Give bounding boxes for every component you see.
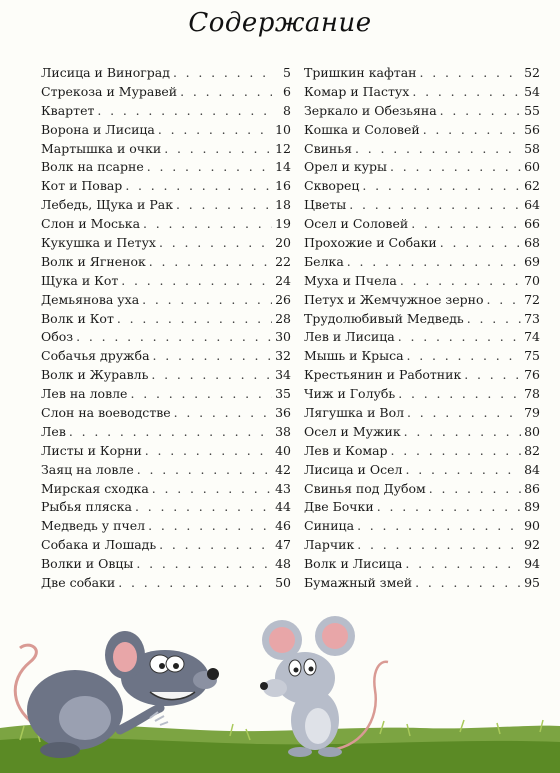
toc-entry xyxy=(41,64,291,83)
toc-leader-dots xyxy=(440,234,521,253)
toc-entry xyxy=(41,555,291,574)
toc-entry xyxy=(304,555,540,574)
toc-entry-title: Свинья под Дубом xyxy=(304,480,426,496)
toc-leader-dots xyxy=(398,385,521,404)
toc-entry xyxy=(304,83,540,102)
toc-leader-dots xyxy=(136,555,272,574)
toc-entry xyxy=(304,121,540,140)
toc-leader-dots xyxy=(173,64,272,83)
toc-entry-page: 72 xyxy=(524,291,540,307)
toc-entry-page: 84 xyxy=(524,461,540,477)
toc-leader-dots xyxy=(349,196,521,215)
toc-entry xyxy=(41,517,291,536)
toc-entry xyxy=(41,442,291,461)
toc-entry xyxy=(41,158,291,177)
toc-entry-page: 92 xyxy=(524,537,540,553)
toc-entry xyxy=(304,442,540,461)
toc-entry xyxy=(41,121,291,140)
toc-entry-page: 36 xyxy=(275,405,291,421)
toc-leader-dots xyxy=(398,328,521,347)
toc-entry-title: Обоз xyxy=(41,329,74,345)
toc-entry-page: 35 xyxy=(275,386,291,402)
toc-entry-page: 28 xyxy=(275,310,291,326)
toc-entry-title: Рыбья пляска xyxy=(41,499,132,515)
toc-entry-page: 20 xyxy=(275,235,291,251)
toc-entry xyxy=(304,253,540,272)
toc-leader-dots xyxy=(357,517,521,536)
toc-leader-dots xyxy=(362,177,521,196)
toc-entry-title: Чиж и Голубь xyxy=(304,386,396,402)
toc-entry-title: Лебедь, Щука и Рак xyxy=(41,197,174,213)
toc-leader-dots xyxy=(377,498,521,517)
toc-entry-page: 60 xyxy=(524,159,540,175)
toc-entry-page: 89 xyxy=(524,499,540,515)
toc-leader-dots xyxy=(117,310,272,329)
toc-leader-dots xyxy=(121,272,272,291)
toc-entry-page: 52 xyxy=(524,65,540,80)
toc-entry-title: Стрекоза и Муравей xyxy=(41,83,178,99)
toc-entry xyxy=(41,177,291,196)
toc-entry-title: Квартет xyxy=(41,102,95,118)
toc-leader-dots xyxy=(118,574,272,593)
toc-entry xyxy=(304,64,540,83)
toc-leader-dots xyxy=(148,517,272,536)
toc-entry-page: 46 xyxy=(275,518,291,534)
toc-entry-title: Слон на воеводстве xyxy=(41,405,171,421)
toc-entry-page: 40 xyxy=(275,442,291,458)
toc-entry-title: Две Бочки xyxy=(304,499,374,515)
toc-entry-page: 8 xyxy=(283,102,291,118)
toc-column-left xyxy=(41,64,291,593)
toc-entry xyxy=(41,140,291,159)
toc-entry-title: Петух и Жемчужное зерно xyxy=(304,291,484,307)
toc-entry xyxy=(41,328,291,347)
toc-entry-title: Мышь и Крыса xyxy=(304,348,404,364)
toc-entry-title: Синица xyxy=(304,518,355,534)
toc-entry-page: 58 xyxy=(524,140,540,156)
toc-leader-dots xyxy=(407,404,521,423)
toc-entry-page: 86 xyxy=(524,480,540,496)
toc-entry-page: 30 xyxy=(275,329,291,345)
toc-entry xyxy=(41,83,291,102)
toc-entry-title: Цветы xyxy=(304,197,347,213)
toc-entry-title: Слон и Моська xyxy=(41,216,141,232)
toc-entry-title: Ворона и Лисица xyxy=(41,121,155,137)
toc-leader-dots xyxy=(153,347,272,366)
toc-entry xyxy=(304,347,540,366)
toc-entry xyxy=(41,196,291,215)
toc-leader-dots xyxy=(411,215,521,234)
toc-leader-dots xyxy=(405,555,521,574)
toc-entry xyxy=(304,158,540,177)
toc-entry xyxy=(304,480,540,499)
toc-entry xyxy=(41,480,291,499)
toc-entry-page: 50 xyxy=(275,575,291,591)
toc-leader-dots xyxy=(404,423,521,442)
toc-entry xyxy=(41,310,291,329)
toc-entry xyxy=(41,385,291,404)
toc-entry-page: 56 xyxy=(524,121,540,137)
toc-entry xyxy=(304,196,540,215)
toc-entry-title: Листы и Корни xyxy=(41,442,142,458)
toc-entry-title: Волк и Лисица xyxy=(304,556,403,572)
toc-entry xyxy=(304,234,540,253)
toc-entry xyxy=(304,140,540,159)
toc-entry xyxy=(304,366,540,385)
toc-entry-page: 78 xyxy=(524,386,540,402)
toc-entry-page: 18 xyxy=(275,197,291,213)
toc-entry-page: 73 xyxy=(524,310,540,326)
toc-entry xyxy=(41,574,291,593)
toc-entry-page: 10 xyxy=(275,121,291,137)
toc-entry-page: 62 xyxy=(524,178,540,194)
toc-entry-title: Прохожие и Собаки xyxy=(304,235,437,251)
toc-leader-dots xyxy=(423,121,521,140)
toc-entry-page: 70 xyxy=(524,272,540,288)
toc-entry xyxy=(41,404,291,423)
toc-entry xyxy=(41,215,291,234)
toc-entry-page: 32 xyxy=(275,348,291,364)
toc-leader-dots xyxy=(415,574,521,593)
toc-entry-title: Щука и Кот xyxy=(41,272,119,288)
toc-entry-title: Волк и Кот xyxy=(41,310,114,326)
toc-entry-page: 74 xyxy=(524,329,540,345)
toc-entry xyxy=(304,574,540,593)
toc-leader-dots xyxy=(137,461,272,480)
toc-entry-title: Медведь у пчел xyxy=(41,518,146,534)
toc-column-right xyxy=(304,64,540,593)
toc-entry xyxy=(41,366,291,385)
toc-entry xyxy=(304,215,540,234)
toc-entry-page: 69 xyxy=(524,253,540,269)
toc-entry xyxy=(41,536,291,555)
toc-entry xyxy=(41,253,291,272)
toc-entry xyxy=(41,272,291,291)
toc-entry-page: 75 xyxy=(524,348,540,364)
toc-entry xyxy=(304,177,540,196)
toc-entry xyxy=(304,385,540,404)
toc-entry-page: 14 xyxy=(275,159,291,175)
toc-leader-dots xyxy=(142,291,272,310)
toc-entry-page: 90 xyxy=(524,518,540,534)
toc-leader-dots xyxy=(152,480,272,499)
toc-entry-title: Мартышка и очки xyxy=(41,140,162,156)
toc-entry-page: 95 xyxy=(524,575,540,591)
toc-entry xyxy=(304,517,540,536)
toc-entry-title: Осел и Соловей xyxy=(304,216,409,232)
toc-entry-page: 6 xyxy=(283,83,291,99)
toc-entry-page: 94 xyxy=(524,556,540,572)
toc-leader-dots xyxy=(97,102,272,121)
toc-leader-dots xyxy=(135,498,272,517)
toc-entry xyxy=(304,102,540,121)
toc-leader-dots xyxy=(151,366,272,385)
toc-leader-dots xyxy=(130,385,272,404)
toc-entry-page: 64 xyxy=(524,197,540,213)
toc-entry xyxy=(304,536,540,555)
toc-entry-page: 55 xyxy=(524,102,540,118)
toc-leader-dots xyxy=(347,253,521,272)
page-title: Содержание xyxy=(188,8,372,38)
toc-leader-dots xyxy=(176,196,272,215)
toc-entry xyxy=(304,461,540,480)
toc-entry-title: Белка xyxy=(304,253,344,269)
toc-entry-title: Кот и Повар xyxy=(41,178,123,194)
toc-entry-title: Бумажный змей xyxy=(304,575,413,591)
toc-entry xyxy=(41,291,291,310)
toc-entry-page: 44 xyxy=(275,499,291,515)
toc-entry-title: Лисица и Осел xyxy=(304,461,403,477)
toc-entry-page: 79 xyxy=(524,405,540,421)
toc-leader-dots xyxy=(391,442,521,461)
toc-entry-page: 43 xyxy=(275,480,291,496)
toc-entry xyxy=(41,423,291,442)
toc-entry-page: 16 xyxy=(275,178,291,194)
toc-entry-title: Заяц на ловле xyxy=(41,461,134,477)
toc-entry-page: 22 xyxy=(275,253,291,269)
illustration xyxy=(0,600,560,773)
toc-entry-title: Лев и Лисица xyxy=(304,329,395,345)
toc-entry-title: Свинья xyxy=(304,140,352,156)
toc-leader-dots xyxy=(174,404,272,423)
toc-entry xyxy=(41,347,291,366)
toc-entry-title: Кошка и Соловей xyxy=(304,121,420,137)
toc-entry xyxy=(41,102,291,121)
toc-entry-title: Демьянова уха xyxy=(41,291,140,307)
toc-entry-page: 26 xyxy=(275,291,291,307)
toc-entry xyxy=(304,423,540,442)
toc-leader-dots xyxy=(145,442,272,461)
toc-entry-page: 54 xyxy=(524,83,540,99)
toc-entry-page: 68 xyxy=(524,235,540,251)
toc-leader-dots xyxy=(429,480,521,499)
toc-leader-dots xyxy=(180,83,272,102)
toc-entry-page: 5 xyxy=(283,65,291,80)
toc-entry-page: 47 xyxy=(275,537,291,553)
toc-entry xyxy=(41,461,291,480)
toc-entry-title: Тришкин кафтан xyxy=(304,65,417,80)
toc-entry-title: Волки и Овцы xyxy=(41,556,134,572)
toc-leader-dots xyxy=(407,347,521,366)
toc-entry xyxy=(41,234,291,253)
toc-entry-title: Орел и куры xyxy=(304,159,387,175)
toc-entry-title: Собака и Лошадь xyxy=(41,537,157,553)
toc-leader-dots xyxy=(390,158,521,177)
toc-leader-dots xyxy=(159,536,272,555)
toc-leader-dots xyxy=(147,158,272,177)
toc-leader-dots xyxy=(464,366,521,385)
toc-entry-page: 66 xyxy=(524,216,540,232)
toc-entry-title: Лев на ловле xyxy=(41,386,128,402)
toc-leader-dots xyxy=(125,177,272,196)
toc-leader-dots xyxy=(69,423,272,442)
toc-leader-dots xyxy=(400,272,521,291)
toc-entry-title: Волк и Журавль xyxy=(41,367,149,383)
toc-entry-title: Две собаки xyxy=(41,575,116,591)
toc-entry-page: 82 xyxy=(524,442,540,458)
toc-entry xyxy=(304,291,540,310)
toc-entry-title: Лягушка и Вол xyxy=(304,405,405,421)
toc-entry-page: 76 xyxy=(524,367,540,383)
toc-leader-dots xyxy=(357,536,521,555)
toc-entry-title: Комар и Пастух xyxy=(304,83,410,99)
toc-leader-dots xyxy=(405,461,521,480)
toc-entry-title: Собачья дружба xyxy=(41,348,150,364)
toc-entry-page: 34 xyxy=(275,367,291,383)
toc-entry-title: Кукушка и Петух xyxy=(41,235,156,251)
toc-entry-title: Лев и Комар xyxy=(304,442,388,458)
toc-entry-page: 38 xyxy=(275,423,291,439)
toc-leader-dots xyxy=(412,83,521,102)
toc-leader-dots xyxy=(159,234,272,253)
toc-leader-dots xyxy=(486,291,521,310)
toc-leader-dots xyxy=(420,64,522,83)
toc-entry-title: Лев xyxy=(41,423,66,439)
toc-entry-page: 12 xyxy=(275,140,291,156)
toc-entry-title: Осел и Мужик xyxy=(304,423,401,439)
toc-entry xyxy=(304,328,540,347)
toc-entry xyxy=(41,498,291,517)
toc-leader-dots xyxy=(440,102,521,121)
toc-entry xyxy=(304,310,540,329)
toc-entry xyxy=(304,272,540,291)
toc-entry-title: Лисица и Виноград xyxy=(41,65,170,80)
toc-entry-page: 19 xyxy=(275,216,291,232)
toc-entry-title: Трудолюбивый Медведь xyxy=(304,310,464,326)
toc-entry-title: Мирская сходка xyxy=(41,480,149,496)
toc-entry xyxy=(304,404,540,423)
toc-entry-page: 42 xyxy=(275,461,291,477)
toc-leader-dots xyxy=(76,328,272,347)
toc-entry-title: Крестьянин и Работник xyxy=(304,367,462,383)
toc-entry xyxy=(304,498,540,517)
toc-entry-page: 24 xyxy=(275,272,291,288)
toc-leader-dots xyxy=(149,253,272,272)
toc-entry-title: Волк и Ягненок xyxy=(41,253,146,269)
toc-leader-dots xyxy=(143,215,272,234)
toc-leader-dots xyxy=(164,140,272,159)
toc-leader-dots xyxy=(355,140,521,159)
toc-entry-title: Волк на псарне xyxy=(41,159,144,175)
toc-leader-dots xyxy=(158,121,272,140)
toc-entry-title: Зеркало и Обезьяна xyxy=(304,102,437,118)
toc-entry-title: Ларчик xyxy=(304,537,355,553)
toc-entry-title: Скворец xyxy=(304,178,360,194)
toc-entry-page: 48 xyxy=(275,556,291,572)
toc-leader-dots xyxy=(467,310,521,329)
toc-entry-title: Муха и Пчела xyxy=(304,272,397,288)
toc-entry-page: 80 xyxy=(524,423,540,439)
